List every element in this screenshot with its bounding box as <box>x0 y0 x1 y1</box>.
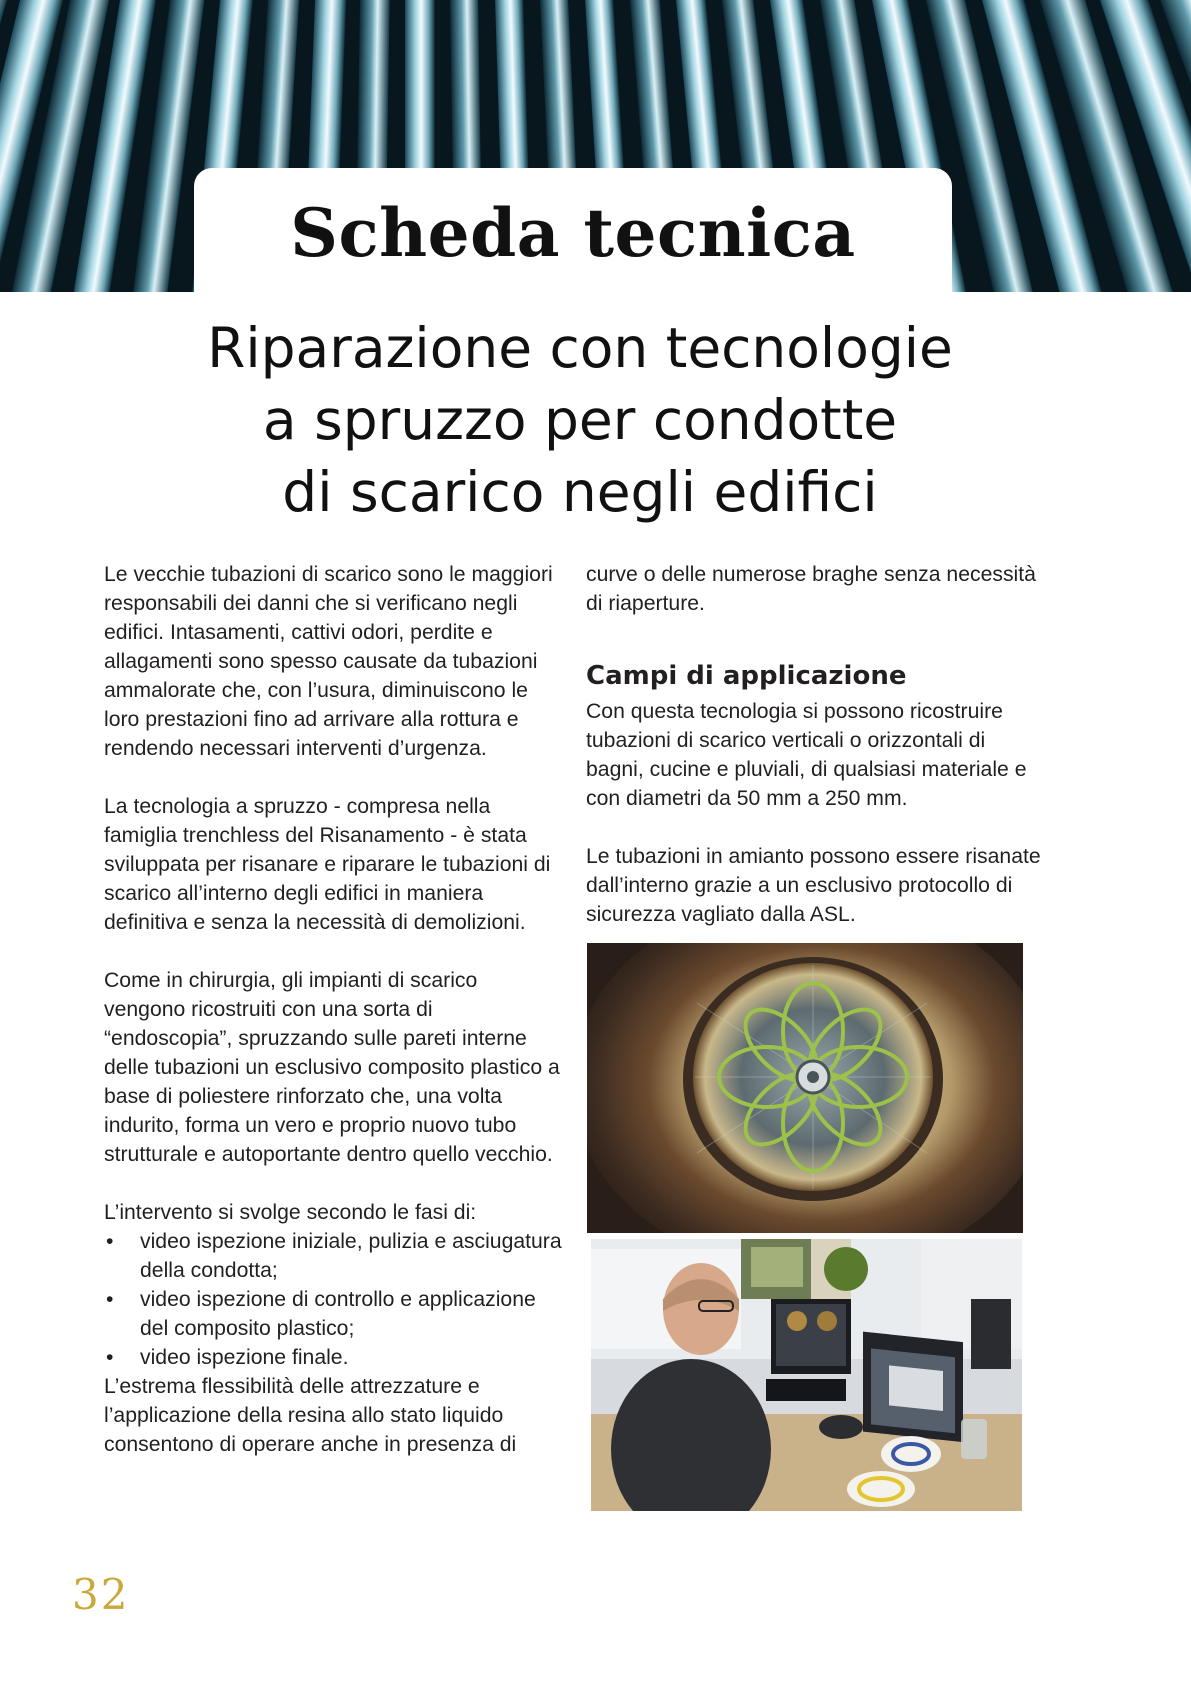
section-title: Scheda tecnica <box>290 194 856 272</box>
page-title-line-3: di scarico negli edifici <box>282 460 878 524</box>
bullet-icon: • <box>106 1288 114 1311</box>
left-column <box>104 560 562 1459</box>
page-title-line-1: Riparazione con tecnologie <box>207 316 953 380</box>
paragraph: Le vecchie tubazioni di scarico sono le maggiori responsabili dei danni che si verificano negli edifici. Intasamenti, cattivi odori, perdite e allagamenti sono spesso causate da tubazioni ammalorate che, con l’usura, diminuiscono le loro prestazioni fino ad arrivare alla rottura e rendendo necessari interventi d’urgenza. <box>104 563 553 760</box>
page-number: 32 <box>72 1570 130 1619</box>
section-heading: Campi di applicazione <box>586 661 907 691</box>
list-item: • video ispezione di controllo e applicazione del composito plastico; <box>104 1285 562 1343</box>
paragraph: L’estrema flessibilità delle attrezzature e l’applicazione della resina allo stato liquido consentono di operare anche in presenza di <box>104 1375 517 1456</box>
phases-list <box>104 1227 562 1372</box>
title-box <box>194 168 952 298</box>
page-title-line-2: a spruzzo per condotte <box>262 388 898 452</box>
right-column <box>586 560 1046 929</box>
phases-intro: L’intervento si svolge secondo le fasi di: <box>104 1201 477 1224</box>
paragraph-continued: curve o delle numerose braghe senza necessità di riaperture. <box>586 563 1036 615</box>
bullet-icon: • <box>106 1346 114 1369</box>
page-title <box>120 312 1040 528</box>
paragraph: Con questa tecnologia si possono ricostruire tubazioni di scarico verticali o orizzontali di bagni, cucine e pluviali, di qualsiasi materiale e con diametri da 50 mm a 250 mm. <box>586 700 1027 810</box>
paragraph: La tecnologia a spruzzo - compresa nella famiglia trenchless del Risanamento - è stata sviluppata per risanare e riparare le tubazioni di scarico all’interno degli edifici in maniera definitiva e senza la necessità di demolizioni. <box>104 795 551 934</box>
list-item: • video ispezione iniziale, pulizia e asciugatura della condotta; <box>104 1227 562 1285</box>
paragraph: Le tubazioni in amianto possono essere risanate dall’interno grazie a un esclusivo protocollo di sicurezza vagliato dalla ASL. <box>586 845 1041 926</box>
technician-at-computer-photo <box>591 1239 1022 1511</box>
list-item: • video ispezione finale. <box>104 1343 562 1372</box>
bullet-icon: • <box>106 1230 114 1253</box>
pipe-interior-photo <box>587 943 1023 1233</box>
paragraph: Come in chirurgia, gli impianti di scarico vengono ricostruiti con una sorta di “endoscopia”, spruzzando sulle pareti interne delle tubazioni un esclusivo composito plastico a base di poliestere rinforzato che, una volta indurito, forma un vero e proprio nuovo tubo strutturale e autoportante dentro quello vecchio. <box>104 969 560 1166</box>
